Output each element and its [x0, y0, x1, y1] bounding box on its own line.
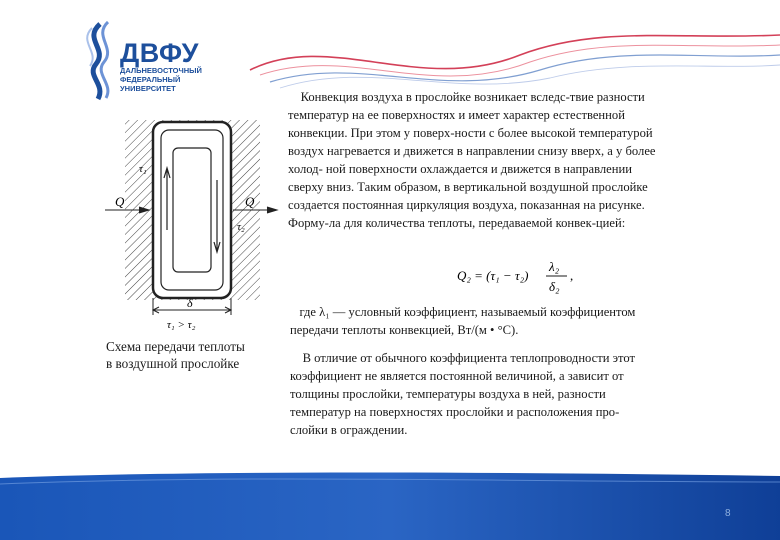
text-line: конвекции. При этом у поверх-ности с более высокой температурой — [288, 126, 653, 140]
tau1-label: τ₁ — [139, 163, 147, 175]
text-line: В отличие от обычного коэффициента теплопроводности этот — [290, 351, 636, 365]
condition-label: τ₁ > τ₂ — [167, 319, 196, 331]
q-left-label: Q — [115, 194, 125, 209]
paragraph-coefficient — [290, 303, 635, 339]
text-line: передачи теплоты конвекцией, Вт/(м • °С). — [290, 323, 519, 337]
formula-denominator: δ₂ — [549, 279, 560, 294]
text-line: коэффициент не является постоянной величиной, а зависит от — [290, 369, 624, 383]
text-line: температур на поверхностях прослойки и расположения про- — [290, 405, 620, 419]
q-right-arrow-icon — [267, 207, 277, 213]
logo-subtitle — [120, 66, 202, 93]
text-line: холод- ной поверхности охлаждается и движется в направлении — [288, 162, 632, 176]
caption-line: в воздушной прослойке — [106, 356, 240, 371]
delta-label: δ — [187, 296, 193, 310]
formula-tail: , — [570, 268, 574, 283]
tau2-label: τ₂ — [237, 221, 245, 233]
paragraph-convection — [288, 88, 656, 232]
text-line: температур на ее поверхностях и имеет характер естественной — [288, 108, 625, 122]
figure-caption — [106, 338, 245, 372]
text-line: создается постоянная циркуляция воздуха, показанная на рисунке. — [288, 198, 645, 212]
logo-title: ДВФУ — [120, 38, 199, 68]
footer-band — [0, 470, 780, 540]
text-line: толщины прослойки, температуры воздуха в ней, разности — [290, 387, 606, 401]
text-line: Форму-ла для количества теплоты, передаваемой конвек-цией: — [288, 216, 626, 230]
logo-subtitle-line: УНИВЕРСИТЕТ — [120, 84, 176, 93]
logo-subtitle-line: ФЕДЕРАЛЬНЫЙ — [120, 75, 181, 84]
formula-lhs: Q₂ = (τ₁ − τ₂) — [457, 268, 529, 283]
air-layer-diagram — [105, 110, 280, 335]
logo-subtitle-line: ДАЛЬНЕВОСТОЧНЫЙ — [120, 66, 202, 75]
formula-numerator: λ₂ — [549, 259, 560, 274]
text-line: Конвекция воздуха в прослойке возникает вследс-твие разности — [288, 90, 645, 104]
text-line: сверху вниз. Таким образом, в вертикальной воздушной прослойке — [288, 180, 648, 194]
page-number: 8 — [725, 508, 731, 519]
q-right-label: Q — [245, 194, 255, 209]
text-line: слойки в ограждении. — [290, 423, 408, 437]
paragraph-difference — [290, 349, 635, 439]
text-line: воздух нагревается и движется в направлении снизу вверх, а у более — [288, 144, 656, 158]
caption-line: Схема передачи теплоты — [106, 339, 245, 354]
text-line: где λ₁ — условный коэффициент, называемый коэффициентом — [290, 305, 636, 319]
heat-formula — [457, 257, 587, 295]
